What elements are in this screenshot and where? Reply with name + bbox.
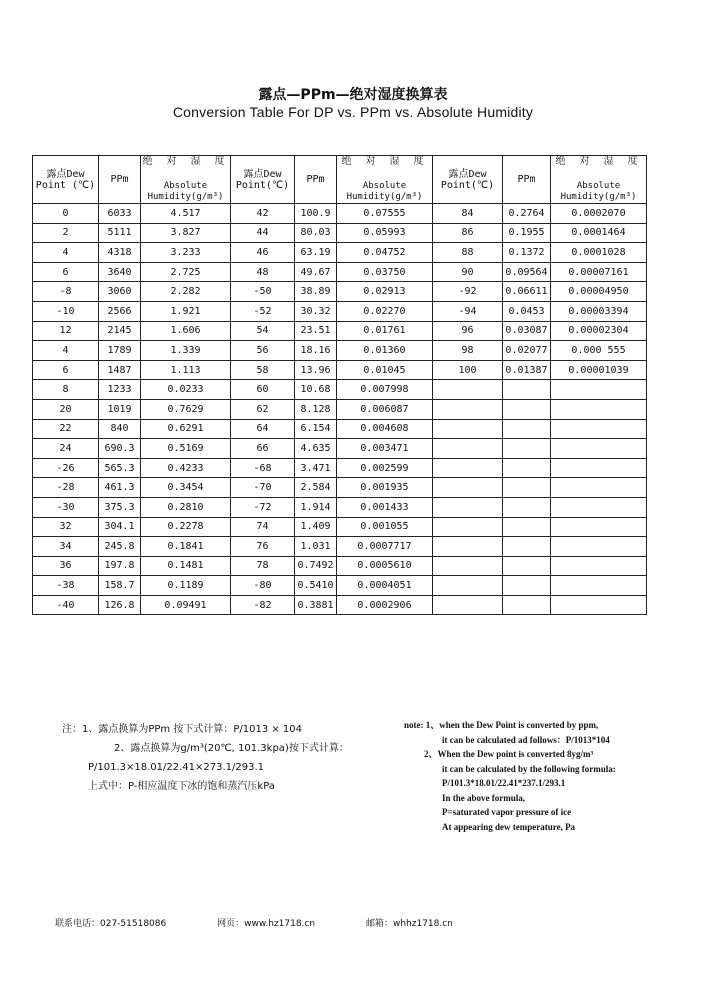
table-cell: 2.725 [141,262,231,282]
table-cell: 3.233 [141,243,231,263]
header-absolute-humidity-2: 绝 对 湿 度 Absolute Humidity(g/m³) [337,156,433,204]
table-cell [433,419,503,439]
table-cell: 0.0001028 [551,243,647,263]
table-cell: 3060 [99,282,141,302]
table-row [33,360,647,380]
table-cell: 0.01387 [503,360,551,380]
table-cell: 6.154 [295,419,337,439]
table-cell: 0.3454 [141,478,231,498]
table-cell: 1.113 [141,360,231,380]
table-cell: 0.002599 [337,458,433,478]
table-cell: 46 [231,243,295,263]
table-cell: 2566 [99,301,141,321]
table-cell: 80.03 [295,223,337,243]
table-cell: -92 [433,282,503,302]
table-row [33,478,647,498]
table-cell: 0.5169 [141,439,231,459]
table-cell: 74 [231,517,295,537]
table-cell: 0.1481 [141,556,231,576]
table-cell: -80 [231,576,295,596]
table-row [33,301,647,321]
table-cell: 0.0453 [503,301,551,321]
footer-email-link[interactable]: 邮箱：whhz1718.cn [365,919,453,929]
table-cell: 0.00002304 [551,321,647,341]
table-row [33,497,647,517]
table-cell: -30 [33,497,99,517]
note-cn-line: 上式中：P-相应温度下冰的饱和蒸汽压kPa [88,781,275,792]
table-row [33,341,647,361]
table-cell [551,517,647,537]
table-cell: 76 [231,537,295,557]
table-cell: 0.0007717 [337,537,433,557]
table-cell [433,458,503,478]
note-en-line: P=saturated vapor pressure of ice [442,807,572,817]
table-cell [551,497,647,517]
table-cell [433,439,503,459]
table-cell: 4 [33,341,99,361]
table-cell: 1789 [99,341,141,361]
table-cell: 0.1955 [503,223,551,243]
table-cell: 18.16 [295,341,337,361]
table-cell: -70 [231,478,295,498]
table-cell: -82 [231,595,295,615]
table-cell: 0.09491 [141,595,231,615]
table-cell [503,595,551,615]
table-cell: 0.0002906 [337,595,433,615]
table-cell [433,576,503,596]
table-cell: 30.32 [295,301,337,321]
table-cell [503,537,551,557]
table-cell: 38.89 [295,282,337,302]
note-en-line: note: 1、when the Dew Point is converted by ppm, [404,720,599,730]
table-cell: 100 [433,360,503,380]
table-row [33,458,647,478]
table-cell: 0.001433 [337,497,433,517]
table-cell [503,497,551,517]
table-cell: 36 [33,556,99,576]
table-cell [433,556,503,576]
table-cell: 0.7629 [141,399,231,419]
table-cell: 49.67 [295,262,337,282]
table-cell [503,419,551,439]
table-cell: 2.584 [295,478,337,498]
table-cell: 3640 [99,262,141,282]
table-cell [551,595,647,615]
table-cell: 0.5410 [295,576,337,596]
table-cell: 0.04752 [337,243,433,263]
table-cell: 1.409 [295,517,337,537]
note-cn-line: P/101.3×18.01/22.41×273.1/293.1 [88,762,265,773]
table-cell: 245.8 [99,537,141,557]
note-en-line: In the above formula, [442,792,525,803]
table-row [33,556,647,576]
table-cell: 0.1189 [141,576,231,596]
page-title-en: Conversion Table For DP vs. PPm vs. Absolute Humidity [172,104,534,120]
table-cell: 0.00001039 [551,360,647,380]
table-cell: 1.339 [141,341,231,361]
table-cell: 12 [33,321,99,341]
table-cell: 32 [33,517,99,537]
table-cell: 0.003471 [337,439,433,459]
table-cell: 0.0001464 [551,223,647,243]
table-cell: 0.09564 [503,262,551,282]
table-cell: 8 [33,380,99,400]
table-cell: 4.635 [295,439,337,459]
table-cell: 1.606 [141,321,231,341]
table-cell: 126.8 [99,595,141,615]
table-cell: 34 [33,537,99,557]
table-cell: 90 [433,262,503,282]
table-cell: -10 [33,301,99,321]
table-row [33,380,647,400]
table-row [33,576,647,596]
table-cell: 66 [231,439,295,459]
header-dew-point-2: 露点Dew Point(℃) [231,156,295,204]
table-cell: 60 [231,380,295,400]
table-cell [433,517,503,537]
note-en-line: 2、When the Dew point is converted 8yg/m³ [424,749,594,759]
table-cell: 0.001055 [337,517,433,537]
table-cell: 0.02913 [337,282,433,302]
table-cell: 0.6291 [141,419,231,439]
table-cell: 0.0002070 [551,204,647,224]
table-cell [503,556,551,576]
table-cell: 0.2278 [141,517,231,537]
table-cell: 84 [433,204,503,224]
table-cell: 5111 [99,223,141,243]
table-row [33,223,647,243]
table-cell [551,419,647,439]
table-cell: 690.3 [99,439,141,459]
table-cell: 100.9 [295,204,337,224]
note-en-line: P/101.3*18.01/22.41*237.1/293.1 [442,778,566,788]
table-row [33,262,647,282]
header-ppm-1: PPm [99,156,141,204]
table-cell: 3.827 [141,223,231,243]
table-row [33,517,647,537]
table-cell [433,380,503,400]
table-cell: 0.000 555 [551,341,647,361]
table-cell: 63.19 [295,243,337,263]
note-cn-line: 2、露点换算为g/m³(20℃, 101.3kpa)按下式计算： [114,743,349,754]
table-cell: 1.031 [295,537,337,557]
table-cell: 0.00004950 [551,282,647,302]
table-cell: 4318 [99,243,141,263]
table-cell: -68 [231,458,295,478]
table-cell: 0.1841 [141,537,231,557]
table-cell: 197.8 [99,556,141,576]
table-cell [551,399,647,419]
table-row [33,204,647,224]
table-cell: -40 [33,595,99,615]
table-cell: 0.01761 [337,321,433,341]
footer-phone: 联系电话：027-51518086 [55,919,167,929]
table-cell: -28 [33,478,99,498]
table-cell: 54 [231,321,295,341]
table-cell: 158.7 [99,576,141,596]
table-cell: 1.914 [295,497,337,517]
table-cell [503,439,551,459]
table-cell [551,478,647,498]
table-cell: 6033 [99,204,141,224]
page-title-cn: 露点—PPm—绝对湿度换算表 [258,87,448,103]
table-cell: 0.00003394 [551,301,647,321]
table-cell: -8 [33,282,99,302]
table-cell: 375.3 [99,497,141,517]
table-cell: 1487 [99,360,141,380]
table-header-row [33,156,647,204]
table-cell: 0.07555 [337,204,433,224]
table-cell: -26 [33,458,99,478]
table-cell: 20 [33,399,99,419]
note-en-line: it can be calculated ad follows：P/1013*104 [442,734,610,745]
table-cell: 24 [33,439,99,459]
table-cell: 96 [433,321,503,341]
table-cell [503,458,551,478]
table-cell: -50 [231,282,295,302]
header-absolute-humidity-1: 绝 对 湿 度 Absolute Humidity(g/m³) [142,156,229,202]
table-cell: 2145 [99,321,141,341]
table-cell: 0.06611 [503,282,551,302]
table-cell [503,576,551,596]
note-cn-line: 注：1、露点换算为PPm 按下式计算：P/1013 × 104 [62,724,303,735]
table-cell: 0.007998 [337,380,433,400]
table-cell [551,458,647,478]
note-en-line: it can be calculated by the following formula: [442,763,616,774]
table-cell: 56 [231,341,295,361]
table-row [33,243,647,263]
table-cell: 98 [433,341,503,361]
header-dew-point-1: 露点Dew Point (℃) [33,156,99,204]
table-cell: 0.1372 [503,243,551,263]
table-cell [551,556,647,576]
table-cell: 42 [231,204,295,224]
table-cell: 0.00007161 [551,262,647,282]
table-cell [433,399,503,419]
table-cell [503,399,551,419]
table-cell [503,478,551,498]
table-cell: 8.128 [295,399,337,419]
table-cell: 0.004608 [337,419,433,439]
table-cell [551,537,647,557]
table-cell: 0.03750 [337,262,433,282]
table-cell: 840 [99,419,141,439]
notes-chinese [62,720,392,796]
table-cell: 2 [33,223,99,243]
table-cell: -94 [433,301,503,321]
table-cell [503,380,551,400]
table-cell [503,517,551,537]
table-cell: 44 [231,223,295,243]
table-cell [551,439,647,459]
table-cell: 86 [433,223,503,243]
table-cell: 304.1 [99,517,141,537]
table-row [33,419,647,439]
table-cell: 10.68 [295,380,337,400]
table-cell: 4.517 [141,204,231,224]
table-cell: 0.03087 [503,321,551,341]
table-cell: 461.3 [99,478,141,498]
table-cell [433,595,503,615]
table-row [33,282,647,302]
table-cell: -72 [231,497,295,517]
footer-contact [55,916,501,929]
table-cell: 0.05993 [337,223,433,243]
table-cell: 2.282 [141,282,231,302]
table-cell: 1019 [99,399,141,419]
header-absolute-humidity-3: 绝 对 湿 度 Absolute Humidity(g/m³) [551,156,647,204]
table-cell: 13.96 [295,360,337,380]
table-cell: 0.0004051 [337,576,433,596]
table-cell: 58 [231,360,295,380]
table-cell [551,576,647,596]
table-cell [433,478,503,498]
table-cell: 0.7492 [295,556,337,576]
conversion-table [32,155,647,615]
table-cell [551,380,647,400]
table-row [33,439,647,459]
table-cell: 88 [433,243,503,263]
table-cell: 1.921 [141,301,231,321]
table-cell: 78 [231,556,295,576]
table-cell: 6 [33,360,99,380]
header-ppm-3: PPm [503,156,551,204]
footer-website-link[interactable]: 网页：www.hz1718.cn [217,919,316,929]
table-cell: 48 [231,262,295,282]
table-cell: 1233 [99,380,141,400]
table-body [33,204,647,615]
table-cell: 0.0005610 [337,556,433,576]
table-cell: 565.3 [99,458,141,478]
table-cell: 64 [231,419,295,439]
table-cell: 6 [33,262,99,282]
notes-english [404,718,704,834]
table-cell: 0.006087 [337,399,433,419]
table-cell: 23.51 [295,321,337,341]
table-cell: 0.02270 [337,301,433,321]
table-cell: 0.01045 [337,360,433,380]
table-cell [433,497,503,517]
header-dew-point-3: 露点Dew Point(℃) [433,156,503,204]
table-cell: 0.3881 [295,595,337,615]
table-row [33,399,647,419]
table-cell: 0.01360 [337,341,433,361]
table-cell: 0.4233 [141,458,231,478]
table-row [33,595,647,615]
header-ppm-2: PPm [295,156,337,204]
table-row [33,537,647,557]
table-cell: 0.02077 [503,341,551,361]
table-cell: 0 [33,204,99,224]
note-en-line: At appearing dew temperature, Pa [442,821,576,832]
table-cell: 0.0233 [141,380,231,400]
table-cell: 4 [33,243,99,263]
table-cell: 22 [33,419,99,439]
table-row [33,321,647,341]
table-cell: 3.471 [295,458,337,478]
table-cell: 0.2810 [141,497,231,517]
table-cell: -52 [231,301,295,321]
table-cell: 62 [231,399,295,419]
table-cell [433,537,503,557]
table-cell: 0.2764 [503,204,551,224]
table-cell: -38 [33,576,99,596]
table-cell: 0.001935 [337,478,433,498]
